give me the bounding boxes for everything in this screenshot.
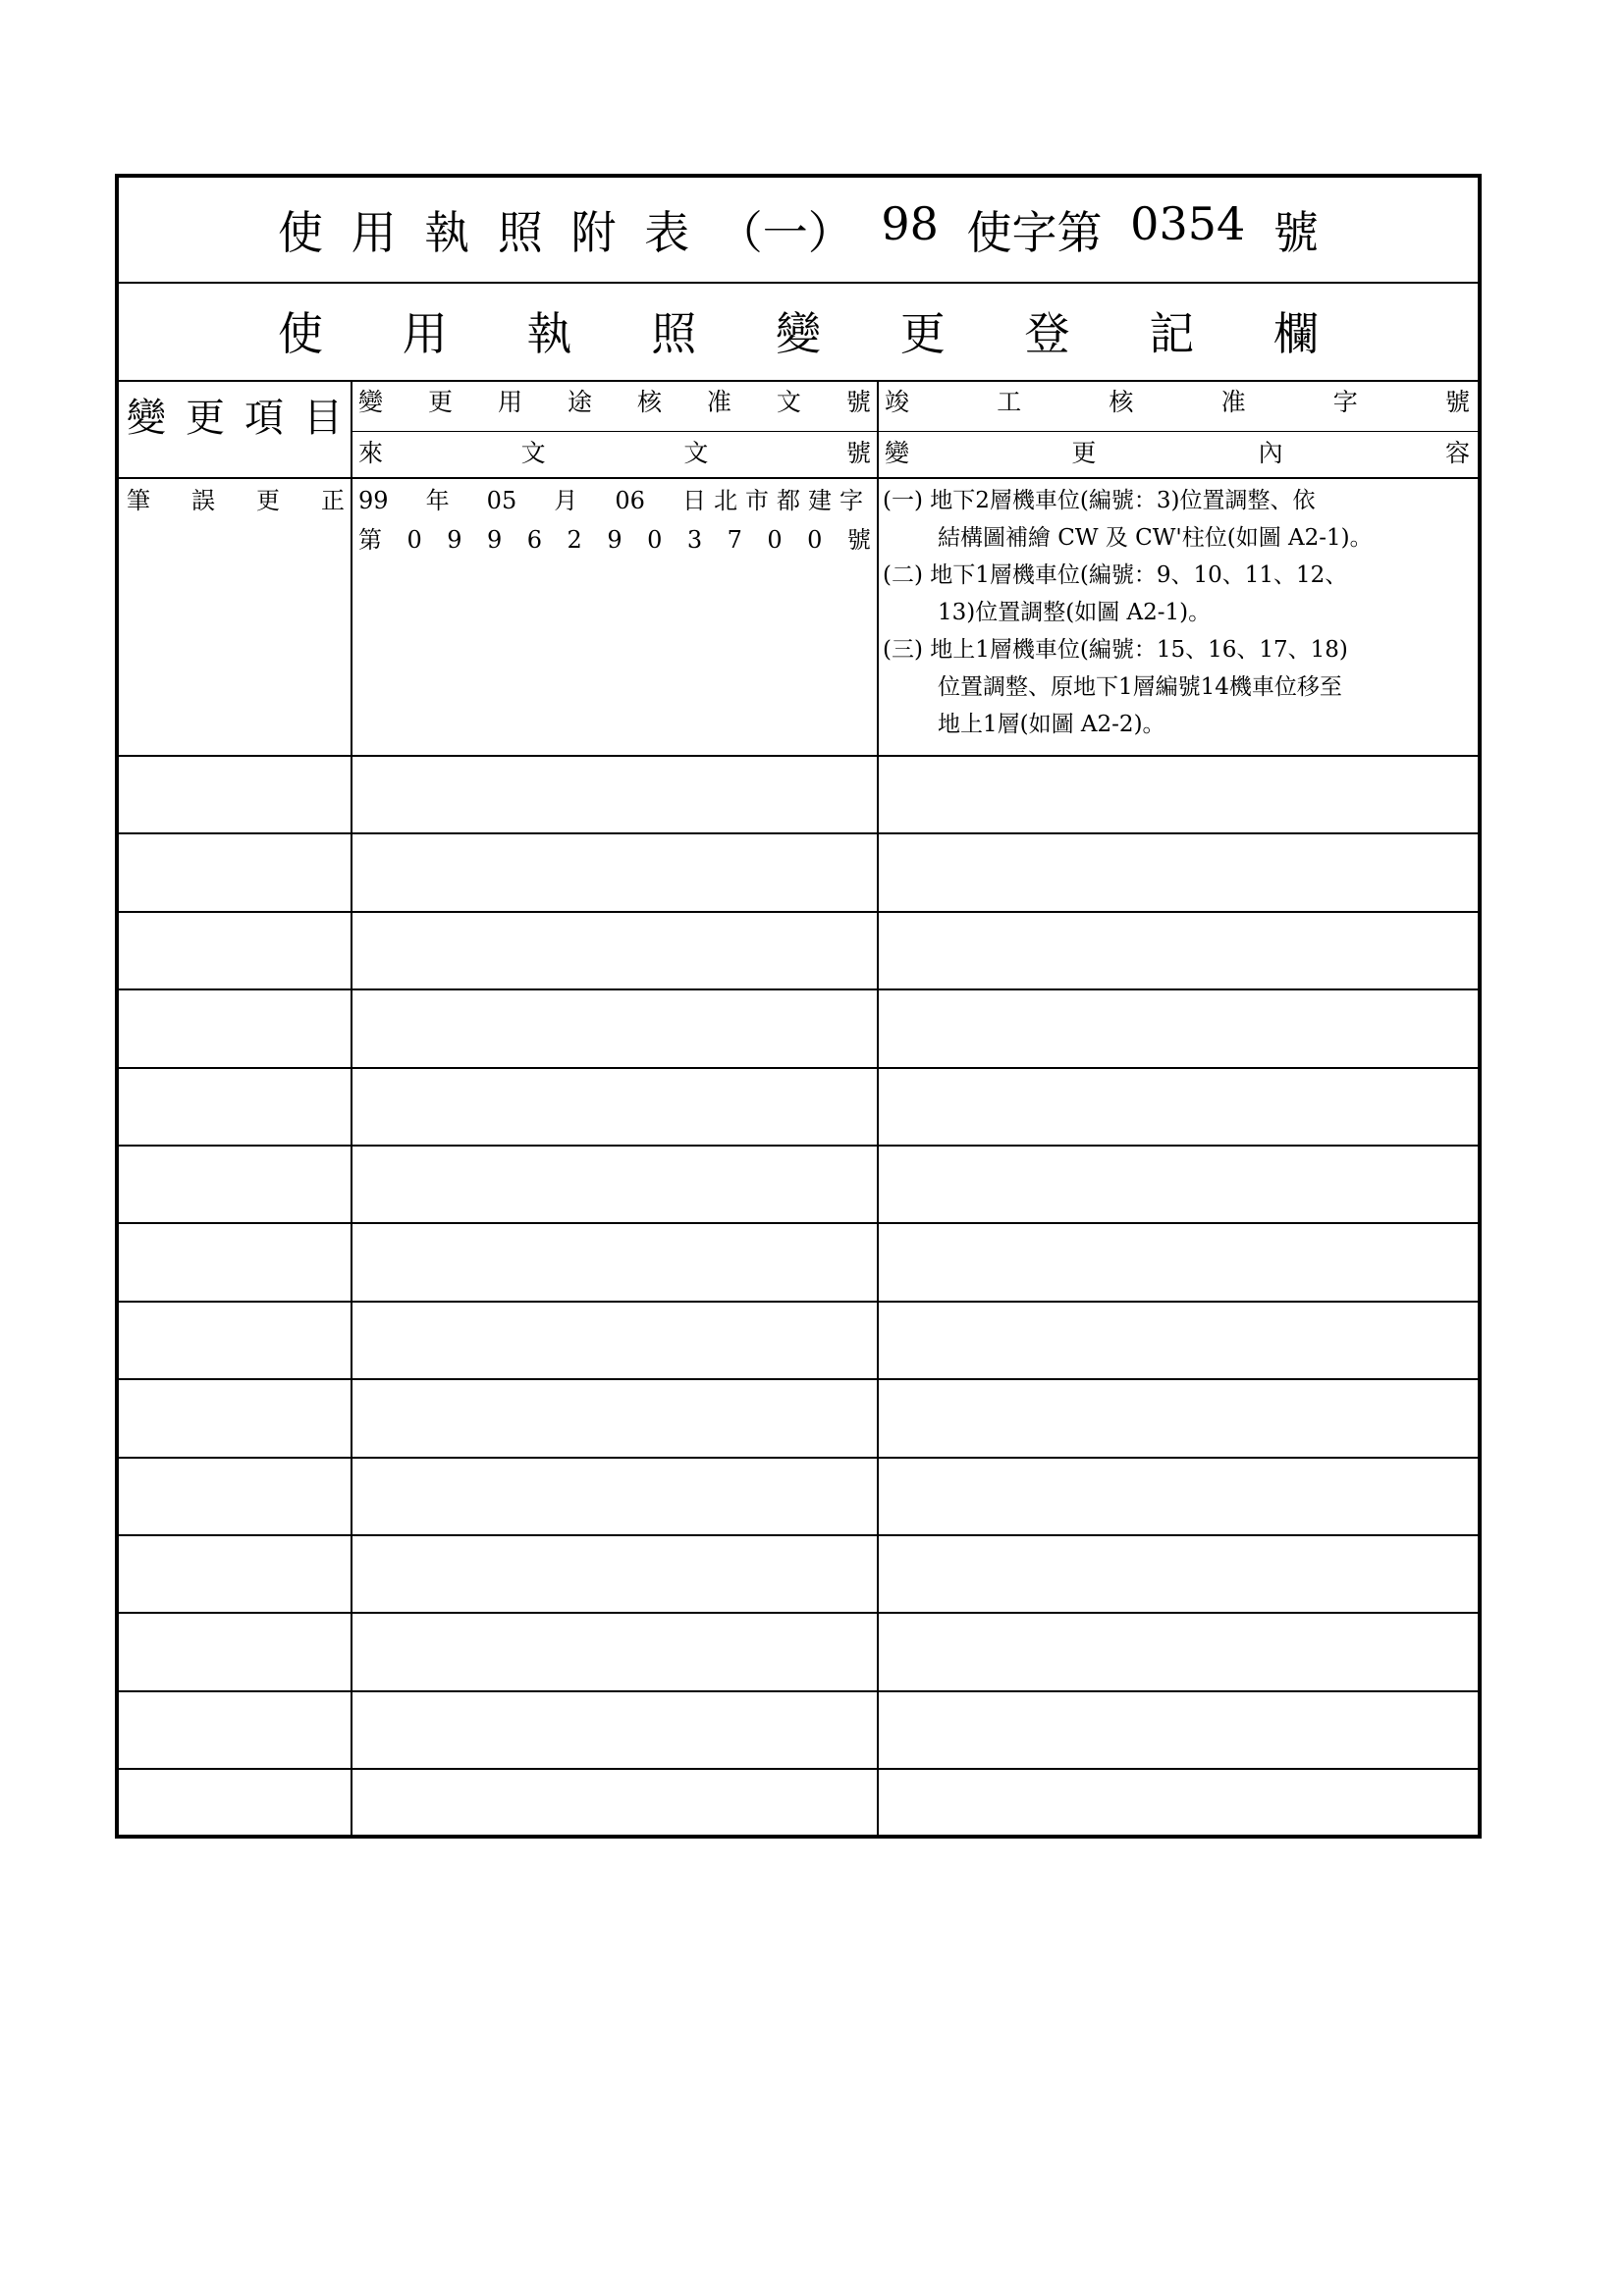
- subtitle-char: 用: [402, 307, 448, 360]
- header-char: 號: [1444, 388, 1470, 416]
- header-char: 准: [706, 388, 731, 416]
- title-char: 照: [497, 206, 543, 259]
- header-char: 更: [186, 396, 225, 441]
- header-char: 用: [497, 388, 522, 416]
- header-char: 號: [845, 439, 871, 467]
- doc-token: 年: [425, 487, 450, 514]
- row-divider: [119, 1145, 1478, 1147]
- header-bottom-line: [119, 477, 1478, 479]
- entry-item-char: 誤: [191, 487, 215, 514]
- doc-token: 第: [358, 526, 382, 554]
- title-char: 0354: [1130, 197, 1246, 250]
- header-char: 文: [520, 439, 546, 467]
- doc-token: 6: [526, 526, 543, 554]
- title-char: 使: [278, 206, 323, 259]
- content-line: 13)位置調整(如圖 A2-1)。: [938, 600, 1212, 625]
- entry-item-char: 筆: [127, 487, 150, 514]
- subtitle-char: 欄: [1273, 307, 1319, 360]
- header-change-content: [885, 437, 1470, 476]
- row-divider: [119, 1457, 1478, 1459]
- entry-doc-line1: [358, 484, 871, 519]
- row-divider: [119, 1067, 1478, 1069]
- header-incoming-doc: [358, 437, 871, 476]
- column-divider: [351, 380, 352, 1835]
- header-completion: [885, 386, 1470, 425]
- title-char: 98: [881, 197, 939, 250]
- row-divider: [119, 755, 1478, 757]
- page-title: [278, 197, 1319, 262]
- header-change-item: [127, 396, 343, 451]
- header-divider: [352, 431, 1478, 432]
- entry-change-content: [883, 482, 1478, 747]
- entry-item-char: 正: [321, 487, 345, 514]
- content-line: 地上1層(如圖 A2-2)。: [938, 712, 1165, 737]
- row-divider: [119, 1301, 1478, 1303]
- entry-doc-line2: [358, 523, 871, 559]
- doc-token: 06: [615, 487, 645, 514]
- title-char: 附: [570, 206, 617, 259]
- doc-token: 7: [727, 526, 742, 554]
- row-divider: [119, 832, 1478, 834]
- header-char: 文: [776, 388, 801, 416]
- row-divider: [119, 988, 1478, 990]
- doc-token: 0: [767, 526, 783, 554]
- header-char: 變: [885, 439, 910, 467]
- doc-token: 月: [554, 487, 578, 514]
- row-divider: [119, 1768, 1478, 1770]
- subtitle-char: 執: [526, 307, 572, 360]
- subtitle-char: 使: [278, 307, 323, 360]
- row-divider: [119, 1534, 1478, 1536]
- row-divider: [119, 911, 1478, 913]
- subtitle-char: 登: [1024, 307, 1070, 360]
- content-line: (一) 地下2層機車位(編號：3)位置調整、依: [883, 488, 1316, 513]
- title-char: （一）: [717, 206, 853, 259]
- header-char: 更: [427, 388, 453, 416]
- header-char: 字: [1332, 388, 1358, 416]
- row-divider: [119, 1222, 1478, 1224]
- header-char: 准: [1220, 388, 1246, 416]
- subtitle-char: 變: [776, 307, 821, 360]
- doc-token: 0: [647, 526, 663, 554]
- doc-token: 0: [807, 526, 823, 554]
- doc-token: 05: [486, 487, 517, 514]
- title-row: [119, 178, 1478, 284]
- doc-token: 日北市都建字: [681, 487, 871, 514]
- header-char: 內: [1258, 439, 1283, 467]
- header-char: 容: [1444, 439, 1470, 467]
- subtitle-char: 記: [1149, 307, 1195, 360]
- content-line: 結構圖補繪 CW 及 CW'柱位(如圖 A2-1)。: [938, 525, 1373, 551]
- header-char: 來: [358, 439, 384, 467]
- column-divider: [877, 380, 879, 1835]
- header-char: 項: [244, 396, 284, 441]
- header-char: 變: [127, 396, 166, 441]
- subtitle-char: 照: [651, 307, 697, 360]
- page-subtitle: [278, 298, 1319, 363]
- header-approval-doc: [358, 386, 871, 425]
- header-char: 文: [683, 439, 709, 467]
- content-line: 位置調整、原地下1層編號14機車位移至: [938, 674, 1342, 700]
- title-char: 用: [351, 206, 397, 259]
- row-divider: [119, 1378, 1478, 1380]
- doc-token: 9: [487, 526, 503, 554]
- register-table: [119, 380, 1478, 1835]
- title-char: 執: [424, 206, 470, 259]
- header-char: 途: [567, 388, 592, 416]
- doc-token: 99: [358, 487, 389, 514]
- title-char: 使字第: [966, 206, 1103, 259]
- header-char: 目: [303, 396, 343, 441]
- header-char: 號: [845, 388, 871, 416]
- row-divider: [119, 1612, 1478, 1614]
- doc-token: 0: [406, 526, 422, 554]
- doc-token: 9: [447, 526, 462, 554]
- header-char: 竣: [885, 388, 910, 416]
- header-char: 變: [358, 388, 384, 416]
- license-change-register: [115, 174, 1482, 1839]
- doc-token: 號: [846, 526, 871, 554]
- title-char: 表: [644, 206, 690, 259]
- row-divider: [119, 1690, 1478, 1692]
- header-char: 核: [636, 388, 662, 416]
- title-char: 號: [1272, 206, 1319, 259]
- header-char: 工: [997, 388, 1022, 416]
- content-line: (三) 地上1層機車位(編號：15、16、17、18): [883, 637, 1348, 663]
- entry-item-char: 更: [256, 487, 280, 514]
- subtitle-row: [119, 282, 1478, 382]
- doc-token: 9: [607, 526, 623, 554]
- doc-token: 2: [567, 526, 582, 554]
- content-line: (二) 地下1層機車位(編號：9、10、11、12、: [883, 562, 1348, 588]
- entry-item: [127, 484, 345, 519]
- subtitle-char: 更: [899, 307, 946, 360]
- header-char: 更: [1071, 439, 1097, 467]
- header-char: 核: [1109, 388, 1134, 416]
- doc-token: 3: [686, 526, 703, 554]
